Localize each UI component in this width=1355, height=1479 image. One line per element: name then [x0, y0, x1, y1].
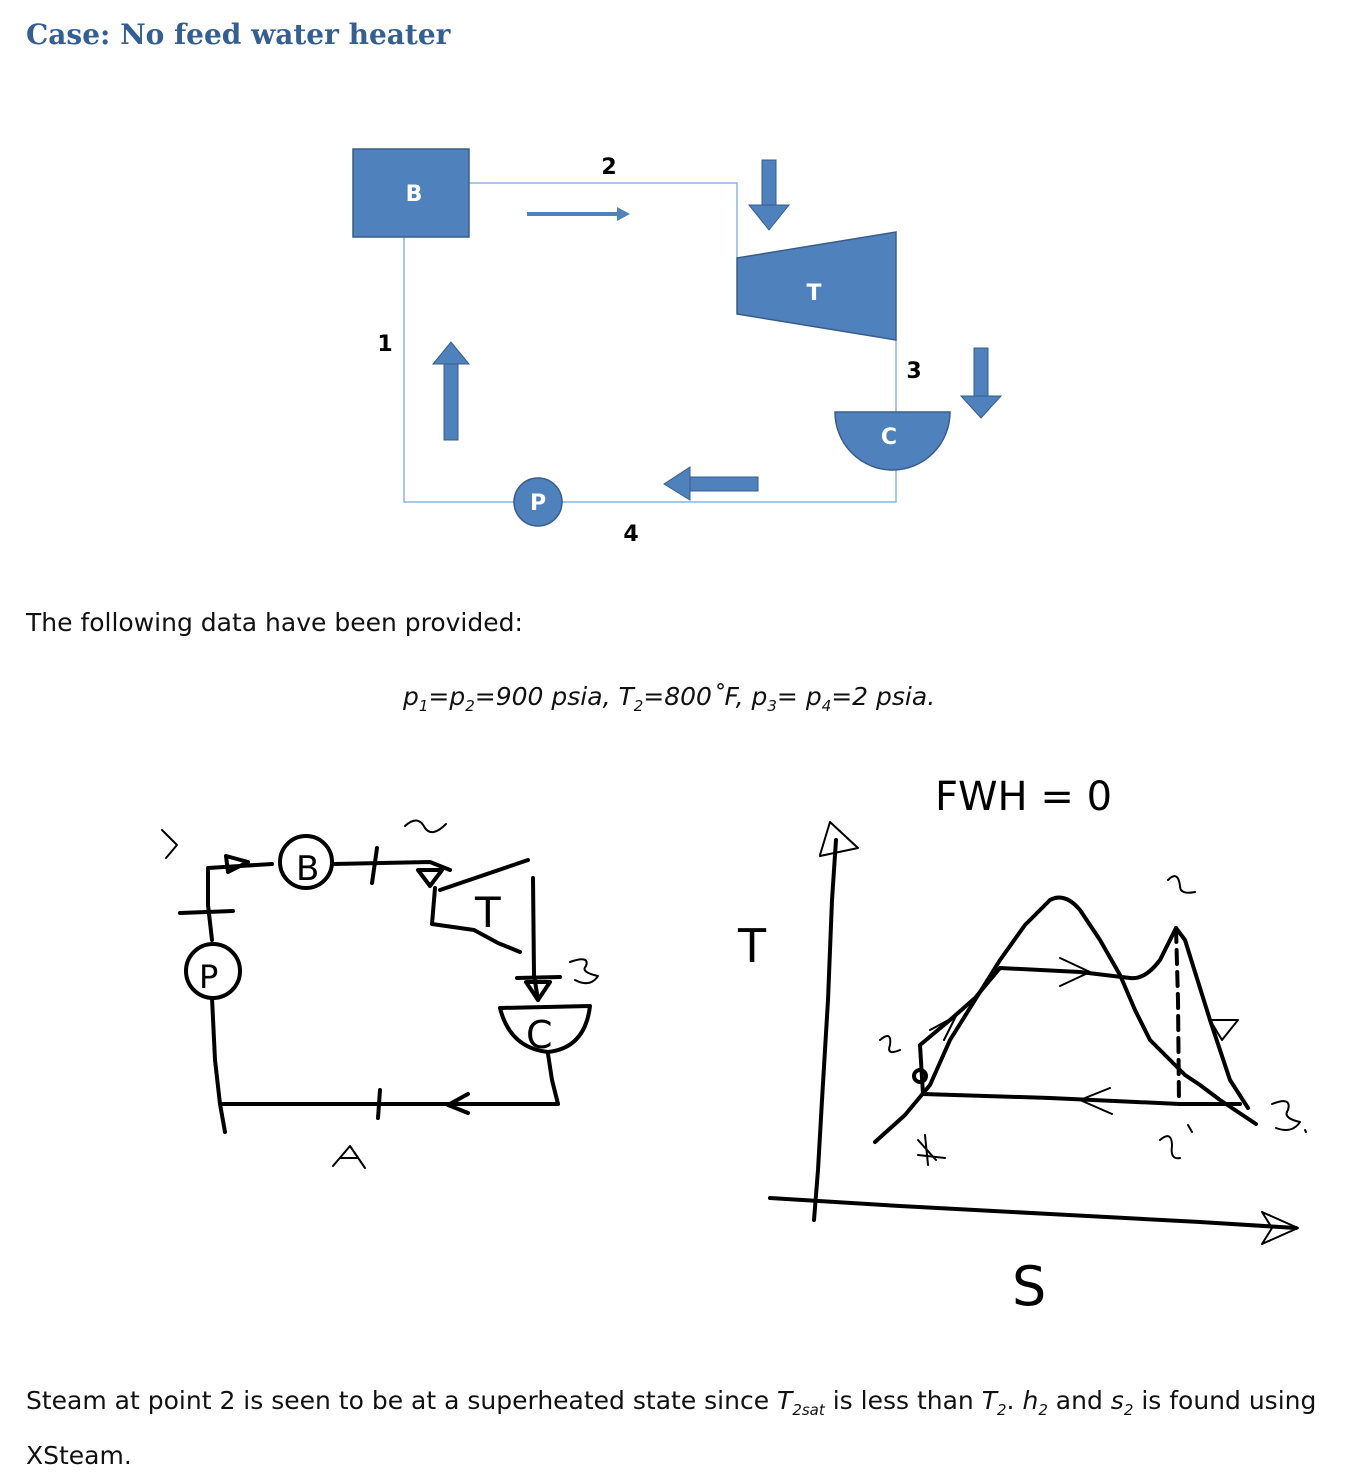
- hand-tick: [372, 848, 377, 883]
- hand-pipe: [212, 998, 225, 1132]
- hand-expansion-dashed: [1176, 928, 1179, 1104]
- hand-tick: [378, 1090, 380, 1118]
- conclusion-part: and: [1047, 1386, 1111, 1415]
- eq-sub: 1: [418, 697, 429, 715]
- eq-part: p: [403, 682, 419, 711]
- var-sub: 2: [1038, 1401, 1048, 1419]
- hand-arrow: [418, 870, 442, 886]
- hand-fwh-note: FWH = 0: [935, 774, 1113, 820]
- state-label-3: 3: [906, 359, 922, 384]
- hand-circuit-sketch: [162, 820, 598, 1168]
- conclusion-part: is less than: [824, 1386, 982, 1415]
- hand-t-axis: [814, 840, 836, 1220]
- eq-part: =800˚F, p: [643, 682, 768, 711]
- hand-mark-4: [333, 1146, 365, 1168]
- hand-tick: [180, 911, 233, 913]
- hand-s-axis-label: S: [1012, 1255, 1047, 1318]
- var-sub: 2: [997, 1401, 1007, 1419]
- var-sub: 2: [1123, 1401, 1134, 1419]
- condenser-label: C: [880, 425, 898, 450]
- state-label-1: 1: [377, 332, 393, 357]
- hand-mark-2: [405, 820, 446, 832]
- conclusion-part: .: [1006, 1386, 1023, 1415]
- var-sub: 2sat: [792, 1401, 825, 1419]
- hand-turbine-label: T: [475, 888, 501, 937]
- hand-arrow: [226, 856, 248, 872]
- eq-sub: 4: [821, 697, 832, 715]
- hand-mark-2-prime: [1160, 1125, 1192, 1158]
- eq-part: = p: [776, 682, 822, 711]
- hand-mark-3: [1272, 1101, 1306, 1132]
- var-s: s: [1110, 1386, 1124, 1415]
- page-heading: Case: No feed water heater: [26, 18, 451, 51]
- eq-part: =p: [428, 682, 466, 711]
- hand-boiler-label: B: [296, 849, 320, 889]
- eq-sub: 3: [767, 697, 777, 715]
- hand-mark-4: [918, 1135, 945, 1165]
- pump-label: P: [529, 491, 547, 516]
- hand-tick: [517, 977, 560, 978]
- hand-mark-3: [570, 959, 598, 983]
- conclusion-part: is found using XSteam.: [26, 1386, 1317, 1470]
- hand-mark-5: [880, 1036, 900, 1052]
- hand-cycle-path: [920, 928, 1248, 1108]
- hand-t-axis-arrow: [820, 822, 858, 856]
- var-t: T: [777, 1386, 793, 1415]
- hand-t-axis-label: T: [738, 919, 767, 973]
- var-t: T: [981, 1386, 997, 1415]
- turbine-label: T: [806, 281, 822, 306]
- hand-mark-1: [162, 830, 177, 858]
- hand-pipe: [208, 864, 272, 940]
- eq-part: =900 psia, T: [474, 682, 634, 711]
- state-label-4: 4: [623, 522, 639, 547]
- eq-sub: 2: [465, 697, 475, 715]
- conclusion-part: Steam at point 2 is seen to be at a superheated state since: [26, 1386, 778, 1415]
- conclusion-text: [26, 1378, 1336, 1479]
- hand-condenser-label: C: [526, 1013, 553, 1057]
- eq-part: =2 psia.: [831, 682, 936, 711]
- hand-pump-label: P: [199, 958, 219, 996]
- state-label-2: 2: [601, 155, 617, 180]
- var-h: h: [1022, 1386, 1039, 1415]
- intro-text: The following data have been provided:: [26, 608, 523, 637]
- hand-ts-diagram: [737, 774, 1306, 1318]
- hand-s-axis: [770, 1198, 1296, 1228]
- eq-sub: 2: [633, 697, 644, 715]
- hand-mark-2: [1168, 876, 1195, 893]
- hand-pipe: [222, 1054, 558, 1104]
- boiler-label: B: [405, 182, 423, 207]
